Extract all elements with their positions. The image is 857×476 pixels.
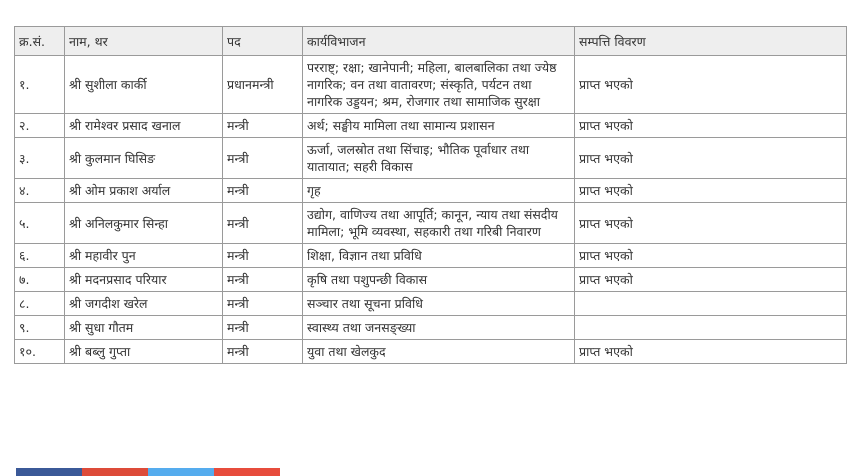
cell-name: श्री महावीर पुन — [65, 244, 223, 268]
cell-portfolio: शिक्षा, विज्ञान तथा प्रविधि — [303, 244, 575, 268]
cell-name: श्री ओम प्रकाश अर्याल — [65, 179, 223, 203]
cell-serial: ३. — [15, 138, 65, 179]
cell-property: प्राप्त भएको — [575, 203, 847, 244]
cell-portfolio: सञ्चार तथा सूचना प्रविधि — [303, 292, 575, 316]
cabinet-table — [14, 26, 847, 364]
table-row — [15, 203, 847, 244]
cell-property: प्राप्त भएको — [575, 268, 847, 292]
table-row — [15, 268, 847, 292]
cell-property: प्राप्त भएको — [575, 114, 847, 138]
cell-name: श्री सुधा गौतम — [65, 316, 223, 340]
table-row — [15, 138, 847, 179]
table-row — [15, 56, 847, 114]
cell-name: श्री कुलमान घिसिङ — [65, 138, 223, 179]
cell-property: प्राप्त भएको — [575, 56, 847, 114]
cell-property: प्राप्त भएको — [575, 138, 847, 179]
table-row — [15, 244, 847, 268]
cell-post: मन्त्री — [223, 114, 303, 138]
cell-property: प्राप्त भएको — [575, 244, 847, 268]
share-facebook-button[interactable] — [16, 468, 82, 476]
table-row — [15, 340, 847, 364]
header-property: सम्पत्ति विवरण — [575, 27, 847, 56]
share-bar — [16, 468, 280, 476]
table-row — [15, 316, 847, 340]
cell-property: प्राप्त भएको — [575, 340, 847, 364]
cabinet-table-container — [14, 26, 846, 364]
cell-name: श्री अनिलकुमार सिन्हा — [65, 203, 223, 244]
share-twitter-button[interactable] — [148, 468, 214, 476]
cell-post: मन्त्री — [223, 292, 303, 316]
cell-serial: ६. — [15, 244, 65, 268]
share-google-button[interactable] — [82, 468, 148, 476]
cell-post: मन्त्री — [223, 138, 303, 179]
cell-post: मन्त्री — [223, 268, 303, 292]
share-more-button[interactable] — [214, 468, 280, 476]
table-row — [15, 292, 847, 316]
cell-portfolio: उद्योग, वाणिज्य तथा आपूर्ति; कानून, न्याय तथा संसदीय मामिला; भूमि व्यवस्था, सहकारी तथा गरिबी निवारण — [303, 203, 575, 244]
table-row — [15, 114, 847, 138]
cell-name: श्री जगदीश खरेल — [65, 292, 223, 316]
header-name: नाम, थर — [65, 27, 223, 56]
cell-post: प्रधानमन्त्री — [223, 56, 303, 114]
cell-serial: २. — [15, 114, 65, 138]
cell-name: श्री मदनप्रसाद परियार — [65, 268, 223, 292]
cell-serial: ९. — [15, 316, 65, 340]
cell-post: मन्त्री — [223, 203, 303, 244]
cell-serial: १०. — [15, 340, 65, 364]
cell-serial: ४. — [15, 179, 65, 203]
cell-property — [575, 316, 847, 340]
cell-portfolio: स्वास्थ्य तथा जनसङ्ख्या — [303, 316, 575, 340]
header-serial: क्र.सं. — [15, 27, 65, 56]
cell-property — [575, 292, 847, 316]
cell-portfolio: गृह — [303, 179, 575, 203]
header-portfolio: कार्यविभाजन — [303, 27, 575, 56]
cell-serial: १. — [15, 56, 65, 114]
cell-portfolio: परराष्ट्; रक्षा; खानेपानी; महिला, बालबालिका तथा ज्येष्ठ नागरिक; वन तथा वातावरण; संस्कृति, पर्यटन तथा नागरिक उड्डयन; श्रम, रोजगार तथा सामाजिक सुरक्षा — [303, 56, 575, 114]
cell-post: मन्त्री — [223, 340, 303, 364]
cell-post: मन्त्री — [223, 316, 303, 340]
cell-portfolio: कृषि तथा पशुपन्छी विकास — [303, 268, 575, 292]
cell-post: मन्त्री — [223, 244, 303, 268]
table-header-row — [15, 27, 847, 56]
cell-portfolio: अर्थ; सङ्घीय मामिला तथा सामान्य प्रशासन — [303, 114, 575, 138]
table-row — [15, 179, 847, 203]
cell-serial: ५. — [15, 203, 65, 244]
cell-portfolio: ऊर्जा, जलस्रोत तथा सिंचाइ; भौतिक पूर्वाधार तथा यातायात; सहरी विकास — [303, 138, 575, 179]
cell-serial: ८. — [15, 292, 65, 316]
cell-serial: ७. — [15, 268, 65, 292]
cell-name: श्री बब्लु गुप्ता — [65, 340, 223, 364]
cell-post: मन्त्री — [223, 179, 303, 203]
cell-name: श्री रामेश्वर प्रसाद खनाल — [65, 114, 223, 138]
cell-name: श्री सुशीला कार्की — [65, 56, 223, 114]
header-post: पद — [223, 27, 303, 56]
cell-property: प्राप्त भएको — [575, 179, 847, 203]
cell-portfolio: युवा तथा खेलकुद — [303, 340, 575, 364]
